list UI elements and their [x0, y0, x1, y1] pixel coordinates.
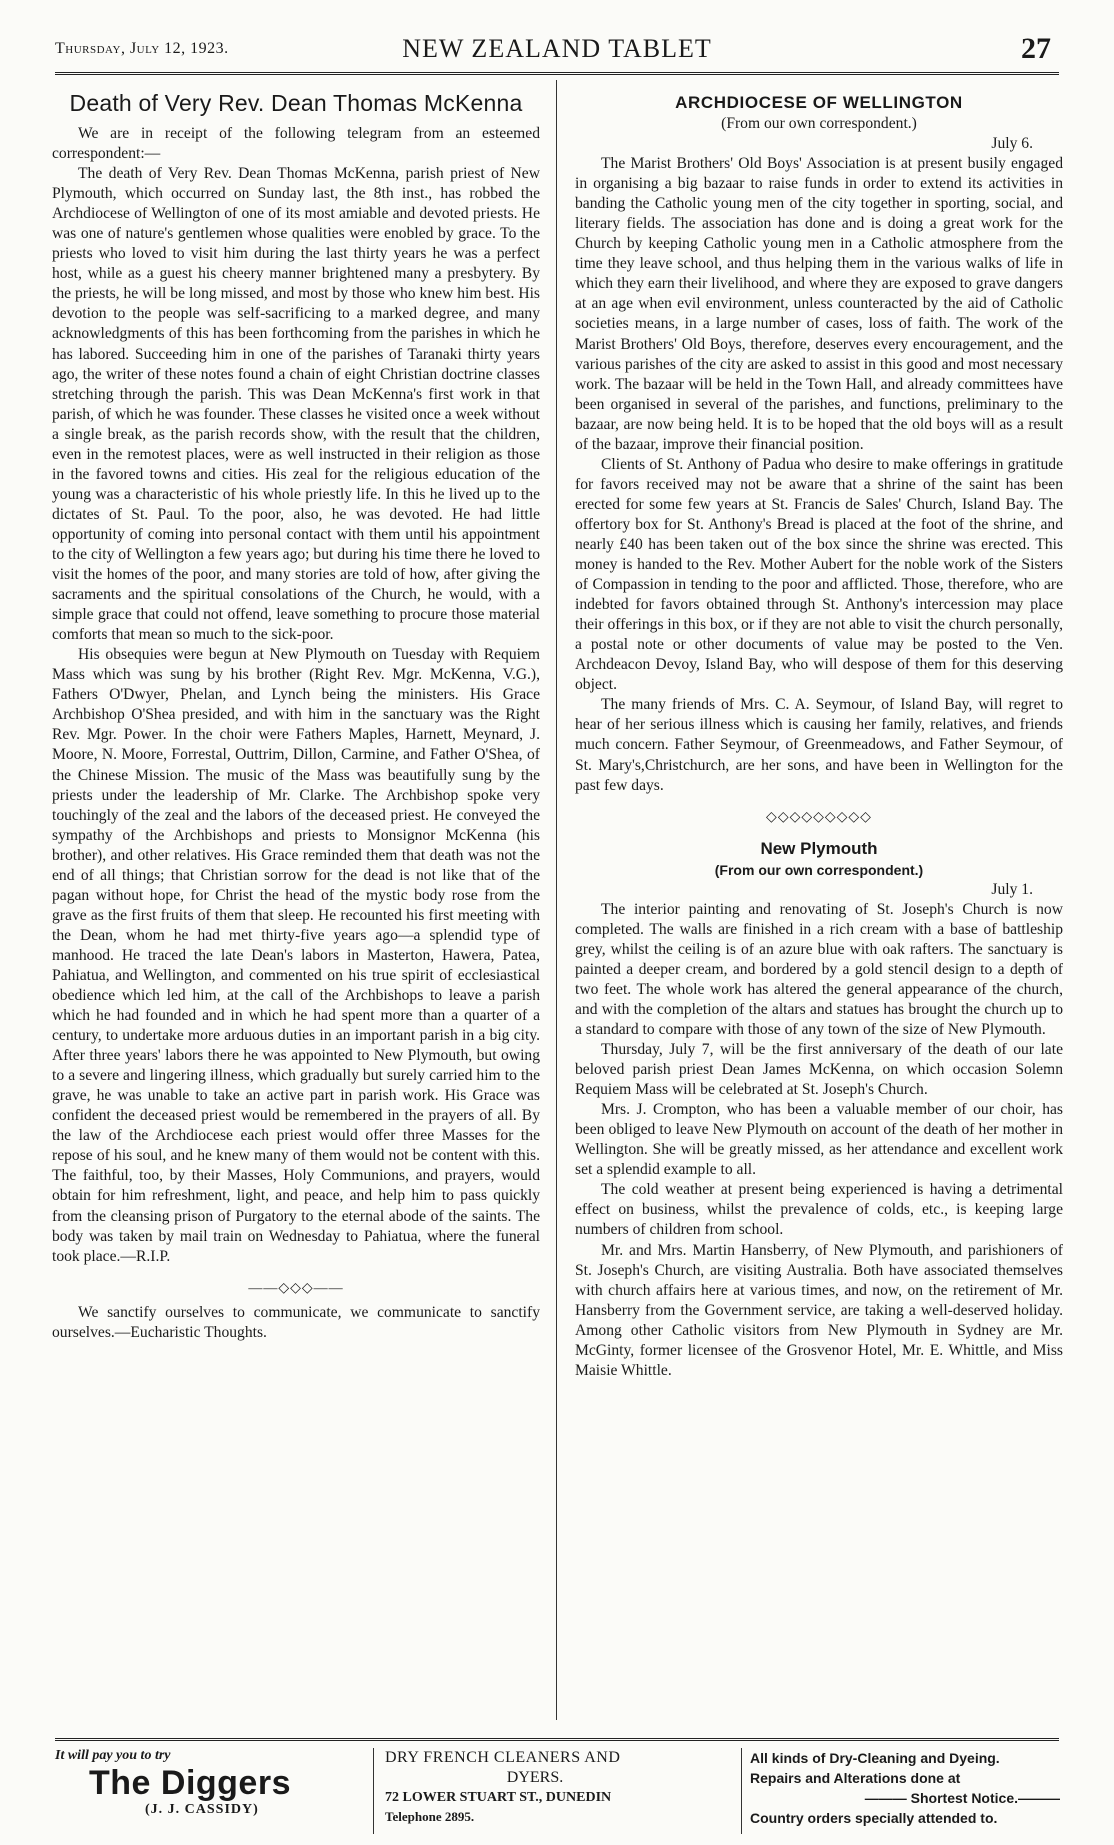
advert-tagline: It will pay you to try: [55, 1748, 171, 1763]
article-paragraph: Mr. and Mrs. Martin Hansberry, of New Plymouth, and parishioners of St. Joseph's Church, are visiting Australia. Both have associated themselves with church affairs here at various times, and now, on the retirement of Mr. Hansberry from the Government service, are taking a well-deserved holiday. Among other Catholic visitors from New Plymouth in Sydney are Mr. McGinty, former licensee of the Grosvenor Hotel, Mr. E. Whittle, and Miss Maisie Whittle.: [575, 1241, 1063, 1379]
article-paragraph: Mrs. J. Crompton, who has been a valuable member of our choir, has been obliged to leave New Plymouth on account of the death of her mother in Wellington. She will be greatly missed, as her attendance and excellent work set a splendid example to all.: [575, 1101, 1063, 1179]
article-paragraph: The death of Very Rev. Dean Thomas McKenna, parish priest of New Plymouth, which occurred on Sunday last, the 8th inst., has robbed the Archdiocese of Wellington of one of its most amiable and devoted priests. He was one of nature's gentlemen whose qualities were enobled by grace. To the priests who loved to visit him during the last thirty years he was a perfect host, while as a guest his cheery manner brightened many a presbytery. By the priests, he will be long missed, and most by those who knew him best. His devotion to the people was self-sacrificing to a marked degree, and many acknowledgments of this has been forthcoming from the parishes in which he has labored. Succeeding him in one of the parishes of Taranaki thirty years ago, the writer of these notes found a chain of eight Christian doctrine classes stretching through the parish. This was Dean McKenna's first work in that parish, of which he was founder. These classes he visited once a week without a single break, as the parish records show, with the result that the children, even in the remotest places, were as well instructed in their religion as those in the favored towns and cities. His zeal for the religious education of the young was a characteristic of his whole priestly life. In this he lived up to the dictates of St. Paul. To the poor, also, he was devoted. He had little opportunity of coming into personal contact with them until his appointment to the city of Wellington a few years ago; but during his time there he loved to visit the homes of the poor, and many stories are told of how, after giving the sacraments and the spiritual consolations of the Church, he would, with a simple grace that could not offend, leave something to procure those material comforts that mean so much to the sick-poor.: [52, 165, 540, 644]
article-paragraph: Clients of St. Anthony of Padua who desire to make offerings in gratitude for favors received may not be aware that a shrine of the saint has been erected for some few years at St. Francis de Sales' Church, Island Bay. The offertory box for St. Anthony's Bread is placed at the foot of the shrine, and nearly £40 has been taken out of the box since the shrine was erected. This money is handed to the Rev. Mother Aubert for the noble work of the Sisters of Compassion in tending to the poor and afflicted. Those, therefore, who are indebted for favors obtained through St. Anthony's intercession may place their offerings in this box, or if they are not able to visit the church personally, a postal note or other documents of value may be posted to the Ven. Archdeacon Devoy, Island Bay, who will despose of them for this deserving object.: [575, 455, 1063, 694]
advertisement-footer: [55, 1748, 1059, 1838]
column-divider: [556, 80, 557, 1720]
page-header: [55, 30, 1059, 70]
advert-line: ——— Shortest Notice.———: [864, 1790, 1060, 1806]
issue-date: Thursday, July 12, 1923.: [55, 40, 229, 57]
section-heading-new-plymouth: New Plymouth: [760, 838, 878, 858]
advert-line: DRY FRENCH CLEANERS AND: [385, 1749, 621, 1766]
dateline: July 6.: [991, 135, 1033, 153]
advert-line: Repairs and Alterations done at: [750, 1770, 961, 1786]
advert-address: 72 LOWER STUART ST., DUNEDIN: [385, 1790, 612, 1805]
right-column: [575, 86, 1063, 1381]
advert-line: DYERS.: [506, 1769, 564, 1786]
article-paragraph: The Marist Brothers' Old Boys' Association is at present busily engaged in organising a big bazaar to raise funds in order to extend its activities in banding the Catholic young men of the city together in sporting, social, and literary fields. The association has done and is doing a great work for the Church by keeping Catholic young men in a Catholic atmosphere from the time they leave school, and thus helping them in the various walks of life in which they earn their livelihood, and where they are exposed to grave dangers at an age when evil environment, unless counteracted by the aid of Catholic societies means, in a large number of cases, loss of faith. The work of the Marist Brothers' Old Boys, therefore, deserves every encouragement, and the various parishes of the city are asked to assist in this good and most necessary work. The bazaar will be held in the Town Hall, and already committees have been organised in several of the parishes, and functions, preliminary to the bazaar, are now being held. It is to be hoped that the old boys will as a result of the bazaar, improve their financial position.: [575, 155, 1063, 453]
diggers-advert: [55, 1748, 345, 1818]
left-column: [52, 86, 540, 1343]
advert-business-name: The Diggers: [89, 1764, 291, 1802]
cleaners-advert: [385, 1748, 745, 1826]
services-advert: [750, 1748, 1060, 1828]
advert-owner: (J. J. CASSIDY): [145, 1802, 259, 1817]
masthead-title: NEW ZEALAND TABLET: [402, 34, 712, 63]
article-paragraph: His obsequies were begun at New Plymouth on Tuesday with Requiem Mass which was sung by his brother (Right Rev. Mgr. McKenna, V.G.), Fathers O'Dwyer, Phelan, and Lynch being the ministers. His Grace Archbishop O'Shea presided, and with him in the sanctuary was the Right Rev. Mgr. Power. In the choir were Fathers Maples, Harnett, Meynard, J. Moore, N. Moore, Forrestal, Outtrim, Dillon, Carmine, and Father O'Shea, of the Chinese Mission. The music of the Mass was beautifully sung by the priests under the leadership of Mr. Clarke. The Archbishop spoke very touchingly of the zeal and the labors of the deceased priest. He conveyed the sympathy of the Archbishops and priests to Monsignor McKenna (his brother), and other relatives. His Grace reminded them that death was not the end of all things; that Christian sorrow for the dead is not like that of the pagan without hope, for Christ the head of the mystic body rose from the grave as the first fruits of them that sleep. He recounted his first meeting with the Dean, whom he had met thirty-five years ago—a splendid type of manhood. He traced the late Dean's labors in Masterton, Hawera, Patea, Pahiatua, and Wellington, and commented on his true spirit of ecclesiastical obedience which led him, at the call of the Archbishops to leave a parish which he had founded and in which he had spent more than a quarter of a century, to undertake more arduous duties in an important parish in a big city. After three years' labors there he was appointed to New Plymouth, but owing to a severe and lingering illness, which gradually but surely carried him to the grave, he was unable to take an active part in parish work. His Grace was confident the deceased priest would be remembered in the prayers of all. By the law of the Archdiocese each priest would offer three Masses for the repose of his soul, and he knew many of them would not be content with this. The faithful, too, by their Masses, Holy Communions, and prayers, would obtain for him refreshment, light, and peace, and help him to pass quickly from the cleansing prison of Purgatory to the eternal abode of the saints. The body was taken by mail train on Wednesday to Pahiatua, where the funeral took place.—R.I.P.: [52, 646, 540, 1265]
article-paragraph: Thursday, July 7, will be the first anniversary of the death of our late beloved parish priest Dean James McKenna, on which occasion Solemn Requiem Mass will be celebrated at St. Joseph's Church.: [575, 1041, 1063, 1099]
section-ornament: ◇◇◇◇◇◇◇◇◇: [766, 809, 872, 825]
article-paragraph: The cold weather at present being experienced is having a detrimental effect on business, whilst the prevalence of colds, etc., is keeping large numbers of children from school.: [575, 1181, 1063, 1239]
footer-rule: [55, 1738, 1059, 1741]
footer-divider: [741, 1748, 742, 1834]
article-paragraph: We are in receipt of the following telegram from an esteemed correspondent:—: [52, 125, 540, 163]
advert-telephone: Telephone 2895.: [385, 1809, 475, 1824]
page-number: 27: [1021, 32, 1051, 65]
article-paragraph: The interior painting and renovating of St. Joseph's Church is now completed. The walls are finished in a rich cream with a base of battleship grey, whilst the ceiling is of an azure blue with oak rafters. The sanctuary is painted a deeper cream, and bordered by a gold stencil design to a depth of two feet. The whole work has altered the general appearance of the church, and with the completion of the altars and statues has brought the church up to a standard to compare with those of any town of the size of New Plymouth.: [575, 900, 1063, 1039]
advert-line: All kinds of Dry-Cleaning and Dyeing.: [750, 1750, 1000, 1766]
closing-quote: We sanctify ourselves to communicate, we communicate to sanctify ourselves.—Eucharistic Thoughts.: [52, 1303, 540, 1341]
article-paragraph: The many friends of Mrs. C. A. Seymour, of Island Bay, will regret to hear of her serious illness which is causing her family, relatives, and friends much concern. Father Seymour, of Greenmeadows, and Father Seymour, of St. Mary's,Christchurch, are her sons, and have been in Wellington for the past few days.: [575, 696, 1063, 794]
header-rule: [55, 72, 1059, 75]
section-ornament: ——◇◇◇——: [248, 1280, 344, 1296]
footer-divider: [373, 1748, 374, 1834]
dateline: July 1.: [991, 880, 1033, 898]
advert-line: Country orders specially attended to.: [750, 1810, 998, 1826]
article-headline: Death of Very Rev. Dean Thomas McKenna: [69, 90, 523, 116]
section-subheading: (From our own correspondent.): [714, 861, 924, 878]
section-subheading: (From our own correspondent.): [721, 115, 917, 132]
section-heading-wellington: ARCHDIOCESE OF WELLINGTON: [675, 93, 963, 112]
